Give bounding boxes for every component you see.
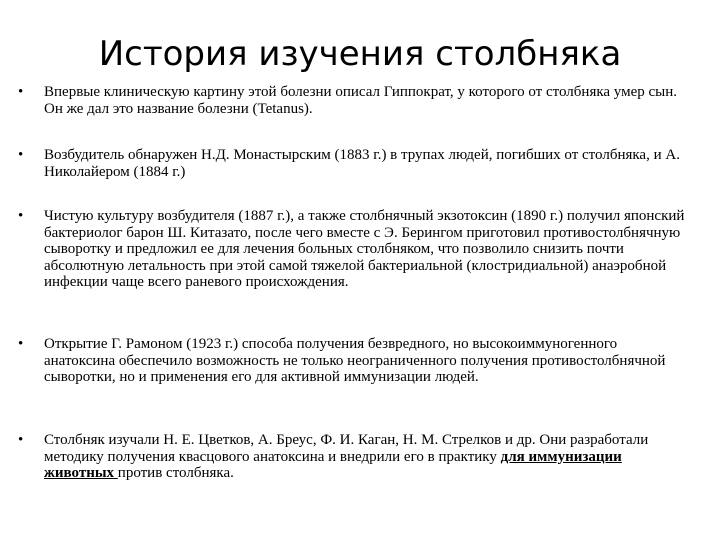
bullet-dot: • — [18, 208, 24, 224]
bullet-text-5-part-3: против столбняка. — [117, 465, 234, 481]
bullet-text-2: Возбудитель обнаружен Н.Д. Монастырским (1883 г.) в трупах людей, погибших от столбняка, и А. Николайером (1884 г.) — [44, 147, 680, 180]
bullet-text-5-emphasis: для иммунизации животных — [44, 448, 622, 481]
bullet-text-1: Впервые клиническую картину этой болезни описал Гиппократ, у которого от столбняка умер сын. Он же дал это название болезни (Tetanus). — [44, 84, 678, 117]
bullet-dot: • — [18, 336, 24, 352]
bullet-dot: • — [18, 432, 24, 448]
bullet-text-5 — [44, 432, 689, 482]
bullet-text-3: Чистую культуру возбудителя (1887 г.), а также столбнячный экзотоксин (1890 г.) получил японский бактериолог барон Ш. Китазато, после чего вместе с Э. Берингом приготовил противостолбнячную сыворотку и предложил ее для лечения больных столбняком, что позволило снизить почти абсолютную летальность при этой самой тяжелой бактериальной (клостридиальной) анаэробной инфекции чаще всего раневого происхождения. — [44, 208, 685, 290]
bullet-dot: • — [18, 84, 24, 100]
slide-title: История изучения столбняка — [98, 34, 622, 74]
bullet-text-5-part-1: Столбняк изучали Н. Е. Цветков, А. Бреус, Ф. И. Каган, Н. М. Стрелков и др. Они разработали методику получения квасцового анатоксина и внедрили его в практику — [44, 432, 649, 465]
bullet-dot: • — [18, 147, 24, 163]
bullet-text-4: Открытие Г. Рамоном (1923 г.) способа получения безвредного, но высокоиммуногенного анатоксина обеспечило возможность не только неограниченного получения противостолбнячной сыворотки, но и применения его для активной иммунизации людей. — [44, 336, 666, 385]
